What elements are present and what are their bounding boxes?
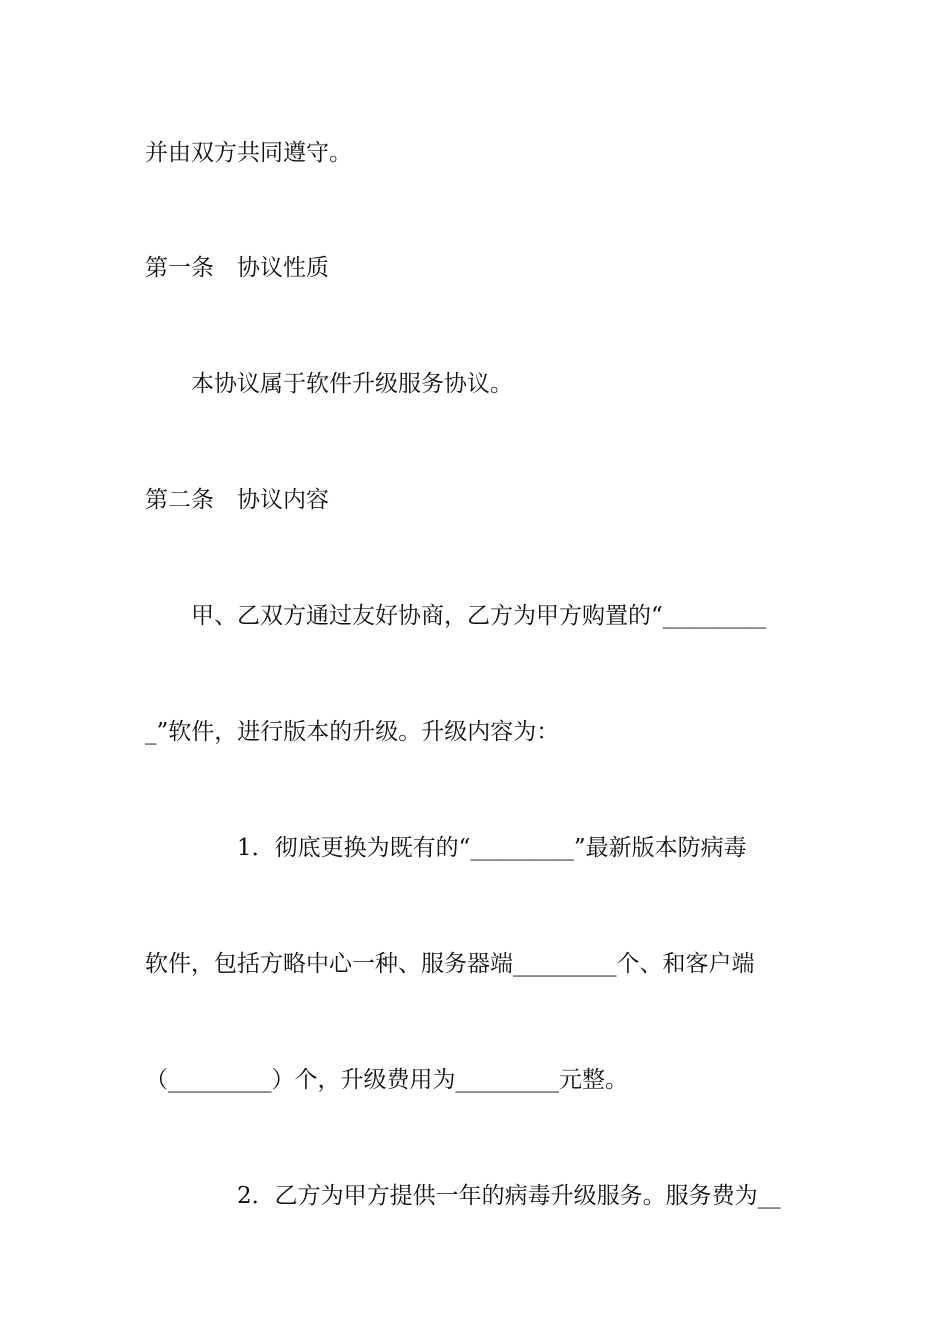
paragraph-article-1-body: 本协议属于软件升级服务协议。 [145,371,513,397]
list-item-1-line-3: （_________）个，升级费用为_________元整。 [145,1067,628,1093]
heading-article-1: 第一条 协议性质 [145,255,329,281]
list-item-2-line-1: 2．乙方为甲方提供一年的病毒升级服务。服务费为__ [145,1183,781,1209]
heading-article-2: 第二条 协议内容 [145,487,329,513]
paragraph-article-2-body-line-2: _”软件，进行版本的升级。升级内容为： [145,719,560,745]
list-item-1-line-1: 1．彻底更换为既有的“_________”最新版本防病毒 [145,835,747,861]
paragraph-closing-clause: 并由双方共同遵守。 [145,140,352,166]
list-item-1-line-2: 软件，包括方略中心一种、服务器端_________个、和客户端 [145,951,755,977]
paragraph-article-2-body-line-1: 甲、乙双方通过友好协商，乙方为甲方购置的“_________ [145,603,767,629]
